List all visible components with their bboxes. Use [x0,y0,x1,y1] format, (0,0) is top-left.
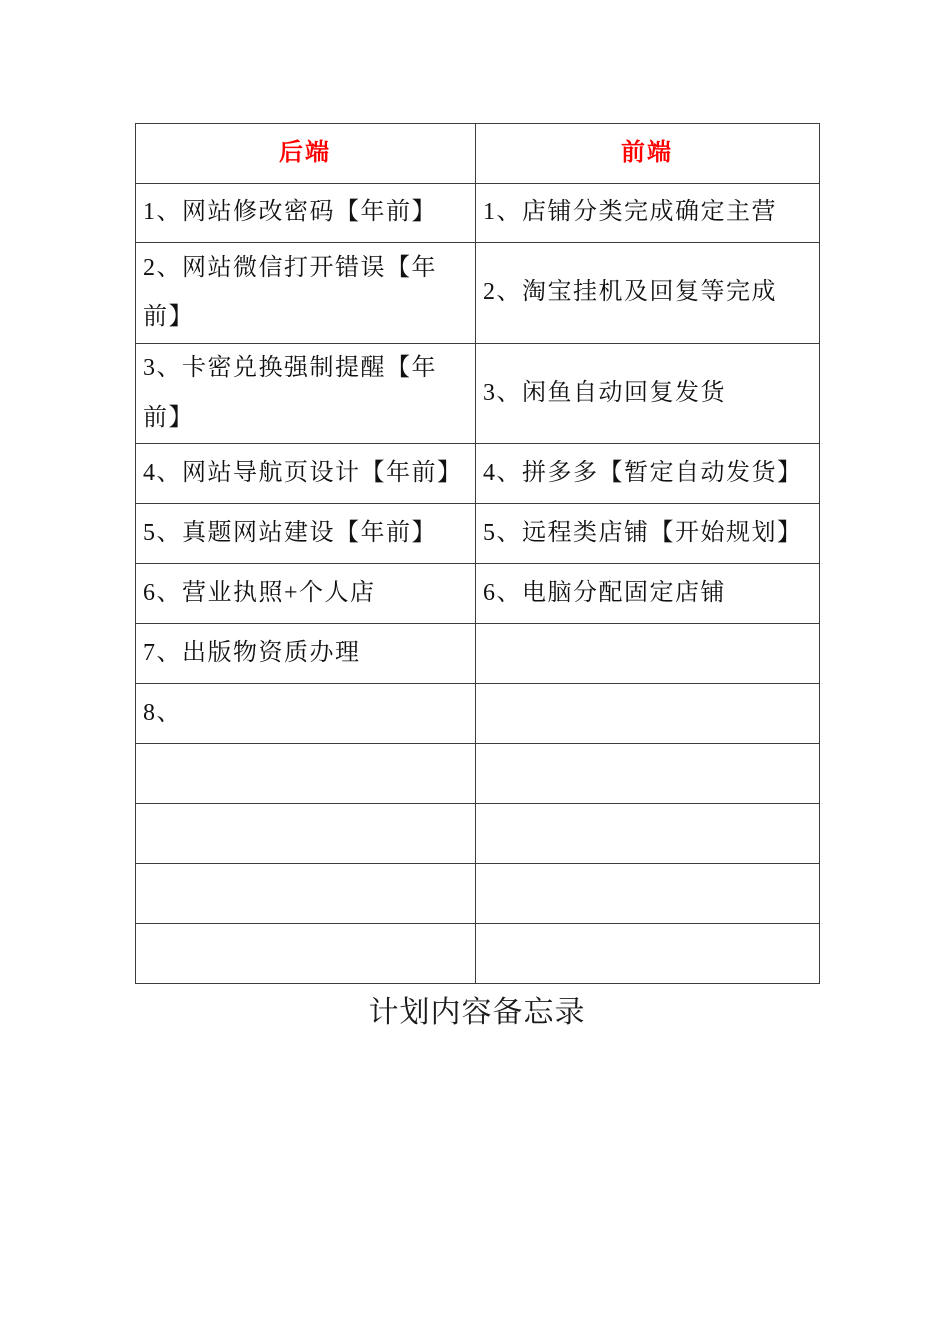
table-caption: 计划内容备忘录 [368,996,586,1029]
table-row [136,564,820,624]
cell-frontend-6: 6、电脑分配固定店铺 [476,564,820,624]
cell-backend-4: 4、网站导航页设计【年前】 [136,444,476,504]
cell-frontend-2: 2、淘宝挂机及回复等完成 [476,243,820,344]
cell-backend-3: 3、卡密兑换强制提醒【年前】 [136,344,476,444]
table-header-row [136,124,820,184]
table-row [136,344,820,444]
table-row [136,684,820,744]
cell-backend-1: 1、网站修改密码【年前】 [136,184,476,243]
column-header-frontend: 前端 [476,124,820,184]
cell-frontend-9 [476,744,820,804]
cell-frontend-7 [476,624,820,684]
table-row-empty [136,744,820,804]
table-row-empty [136,924,820,984]
cell-frontend-10 [476,804,820,864]
cell-frontend-12 [476,924,820,984]
table-row [136,624,820,684]
table-row [136,184,820,243]
table-row [136,243,820,344]
table-row [136,504,820,564]
column-header-backend: 后端 [136,124,476,184]
cell-backend-8: 8、 [136,684,476,744]
cell-frontend-4: 4、拼多多【暂定自动发货】 [476,444,820,504]
cell-backend-6: 6、营业执照+个人店 [136,564,476,624]
cell-backend-10 [136,804,476,864]
cell-backend-2: 2、网站微信打开错误【年前】 [136,243,476,344]
cell-backend-9 [136,744,476,804]
cell-frontend-11 [476,864,820,924]
cell-frontend-3: 3、闲鱼自动回复发货 [476,344,820,444]
table-row [136,444,820,504]
cell-backend-7: 7、出版物资质办理 [136,624,476,684]
memo-table [135,123,820,984]
cell-frontend-8 [476,684,820,744]
cell-backend-5: 5、真题网站建设【年前】 [136,504,476,564]
document-content [135,123,819,1031]
cell-backend-11 [136,864,476,924]
cell-frontend-1: 1、店铺分类完成确定主营 [476,184,820,243]
cell-backend-12 [136,924,476,984]
table-row-empty [136,864,820,924]
cell-frontend-5: 5、远程类店铺【开始规划】 [476,504,820,564]
table-row-empty [136,804,820,864]
